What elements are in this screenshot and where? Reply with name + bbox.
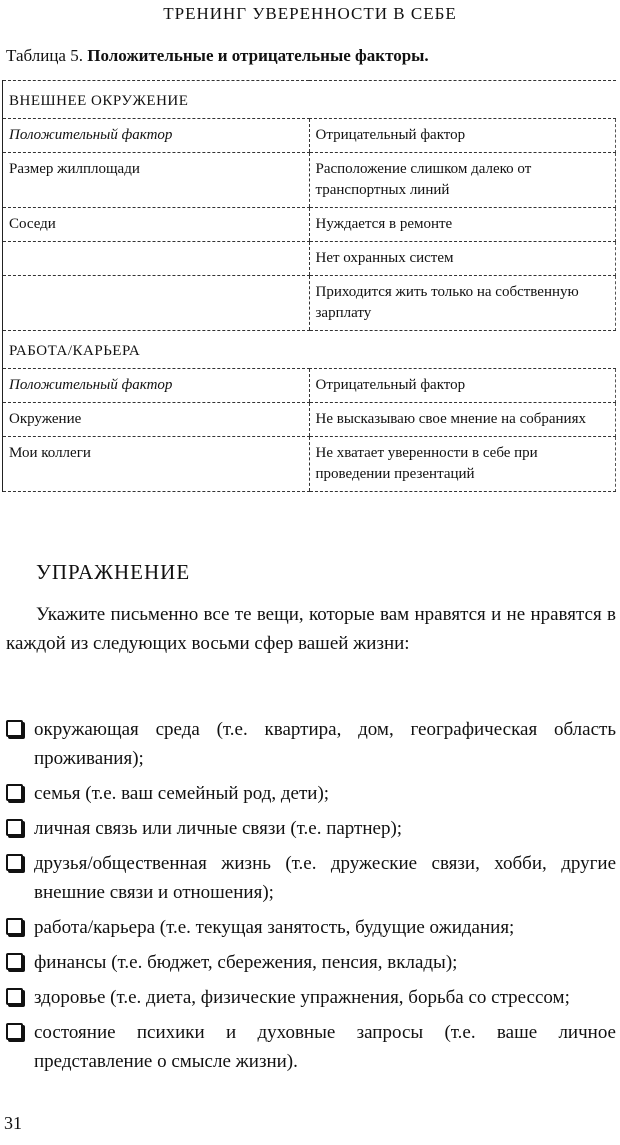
table-row bbox=[3, 403, 616, 437]
table-caption-title: Положительные и отрицательные факторы. bbox=[87, 46, 429, 65]
list-item bbox=[6, 849, 616, 907]
list-item-text: личная связь или личные связи (т.е. партнер); bbox=[34, 818, 403, 839]
checkbox-icon bbox=[6, 918, 23, 935]
negative-header: Отрицательный фактор bbox=[309, 119, 616, 153]
table-row bbox=[3, 437, 616, 492]
checkbox-icon bbox=[6, 819, 23, 836]
table-row bbox=[3, 242, 616, 276]
list-item-text: финансы (т.е. бюджет, сбережения, пенсия, вклады); bbox=[34, 952, 458, 973]
exercise-intro: Укажите письменно все те вещи, которые вам нравятся и не нравятся в каждой из следующих восьми сфер вашей жизни: bbox=[6, 604, 616, 654]
positive-cell: Мои коллеги bbox=[3, 437, 310, 492]
table-row bbox=[3, 153, 616, 208]
positive-cell: Окружение bbox=[3, 403, 310, 437]
positive-cell bbox=[3, 242, 310, 276]
negative-header: Отрицательный фактор bbox=[309, 369, 616, 403]
negative-cell: Нуждается в ремонте bbox=[309, 208, 616, 242]
positive-cell: Размер жилплощади bbox=[3, 153, 310, 208]
running-head: ТРЕНИНГ УВЕРЕННОСТИ В СЕБЕ bbox=[163, 4, 457, 23]
checkbox-icon bbox=[6, 953, 23, 970]
list-item bbox=[6, 715, 616, 773]
list-item-text: окружающая среда (т.е. квартира, дом, географическая область проживания); bbox=[34, 719, 616, 769]
table-row bbox=[3, 208, 616, 242]
section-row bbox=[3, 331, 616, 369]
table-caption bbox=[6, 46, 429, 66]
positive-header: Положительный фактор bbox=[3, 119, 310, 153]
section-title-career: РАБОТА/КАРЬЕРА bbox=[3, 331, 616, 369]
positive-header: Положительный фактор bbox=[3, 369, 310, 403]
table-caption-prefix: Таблица 5. bbox=[6, 46, 88, 65]
checkbox-icon bbox=[6, 854, 23, 871]
positive-cell: Соседи bbox=[3, 208, 310, 242]
exercise-list bbox=[6, 715, 616, 1082]
section-title-environment: ВНЕШНЕЕ ОКРУЖЕНИЕ bbox=[3, 81, 616, 119]
list-item bbox=[6, 913, 616, 942]
section-row bbox=[3, 81, 616, 119]
exercise-title: УПРАЖНЕНИЕ bbox=[36, 560, 191, 584]
list-item bbox=[6, 983, 616, 1012]
list-item-text: работа/карьера (т.е. текущая занятость, будущие ожидания; bbox=[34, 917, 515, 938]
negative-cell: Приходится жить только на собственную зарплату bbox=[309, 276, 616, 331]
table-row bbox=[3, 276, 616, 331]
factors-table bbox=[2, 80, 616, 492]
list-item bbox=[6, 814, 616, 843]
checkbox-icon bbox=[6, 720, 23, 737]
header-row bbox=[3, 369, 616, 403]
list-item bbox=[6, 948, 616, 977]
page-number: 31 bbox=[4, 1113, 22, 1133]
negative-cell: Расположение слишком далеко от транспортных линий bbox=[309, 153, 616, 208]
checkbox-icon bbox=[6, 988, 23, 1005]
positive-cell bbox=[3, 276, 310, 331]
list-item bbox=[6, 779, 616, 808]
checkbox-icon bbox=[6, 784, 23, 801]
checkbox-icon bbox=[6, 1023, 23, 1040]
list-item bbox=[6, 1018, 616, 1076]
list-item-text: семья (т.е. ваш семейный род, дети); bbox=[34, 783, 330, 804]
header-row bbox=[3, 119, 616, 153]
negative-cell: Нет охранных систем bbox=[309, 242, 616, 276]
negative-cell: Не высказываю свое мнение на собраниях bbox=[309, 403, 616, 437]
negative-cell: Не хватает уверенности в себе при проведении презентаций bbox=[309, 437, 616, 492]
list-item-text: состояние психики и духовные запросы (т.е. ваше личное представление о смысле жизни). bbox=[34, 1022, 616, 1072]
list-item-text: друзья/общественная жизнь (т.е. дружеские связи, хобби, другие внешние связи и отношения); bbox=[34, 853, 616, 903]
list-item-text: здоровье (т.е. диета, физические упражнения, борьба со стрессом; bbox=[34, 987, 570, 1008]
